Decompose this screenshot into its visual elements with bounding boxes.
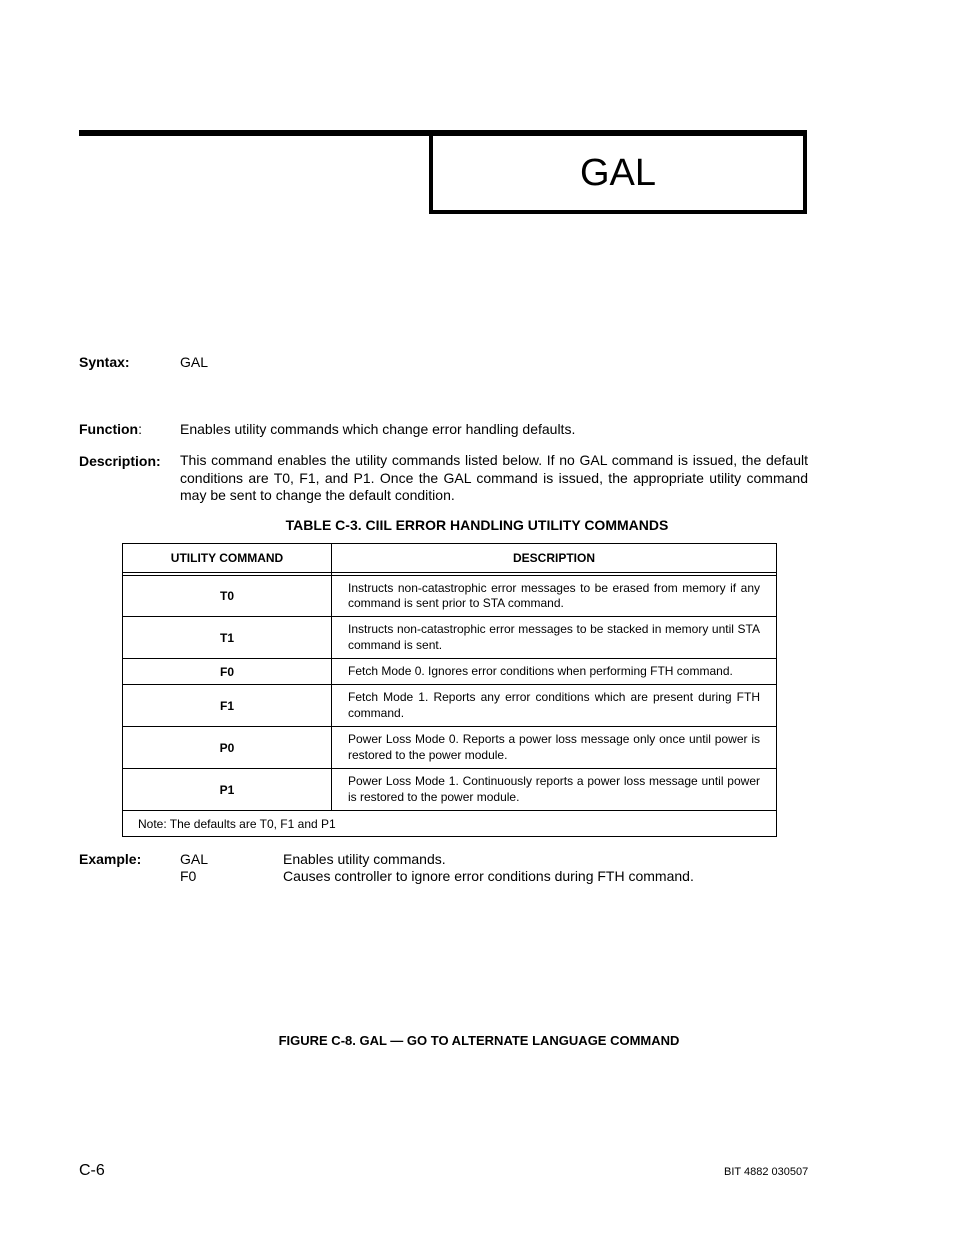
command-cell: F1 (123, 685, 332, 727)
example-description: Enables utility commands. (283, 851, 446, 867)
function-label-wrap (79, 421, 142, 437)
table-row (123, 659, 777, 685)
table-row (123, 576, 777, 617)
figure-caption: FIGURE C-8. GAL — GO TO ALTERNATE LANGUAGE COMMAND (278, 1033, 680, 1048)
description-text: This command enables the utility commands listed below. If no GAL command is issued, the default conditions are T0, F1, and P1. Once the GAL command is issued, the appropriate utility command may be sent to change the default condition. (180, 452, 808, 503)
description-cell: Fetch Mode 0. Ignores error conditions when performing FTH command. (332, 659, 777, 685)
example-command: F0 (180, 868, 197, 884)
table-row (123, 727, 777, 769)
table-header-row (123, 544, 777, 573)
description-cell: Instructs non-catastrophic error messages to be stacked in memory until STA command is sent. (332, 617, 777, 659)
example-description: Causes controller to ignore error conditions during FTH command. (283, 868, 694, 884)
table-row (123, 769, 777, 811)
description-cell: Fetch Mode 1. Reports any error conditions which are present during FTH command. (332, 685, 777, 727)
function-colon: : (138, 421, 142, 437)
table-row (123, 617, 777, 659)
page-title: GAL (579, 151, 657, 194)
command-cell: P1 (123, 769, 332, 811)
document-id: BIT 4882 030507 (724, 1166, 809, 1178)
description-cell: Power Loss Mode 1. Continuously reports a power loss message until power is restored to the power module. (332, 769, 777, 811)
function-label: Function (79, 421, 139, 437)
description-label: Description: (79, 453, 161, 469)
command-cell: T1 (123, 617, 332, 659)
syntax-label: Syntax: (79, 354, 130, 370)
page-number: C-6 (79, 1162, 105, 1179)
description-cell: Power Loss Mode 0. Reports a power loss message only once until power is restored to the power module. (332, 727, 777, 769)
header-description: DESCRIPTION (332, 544, 777, 573)
example-label: Example: (79, 851, 142, 867)
table-note: Note: The defaults are T0, F1 and P1 (123, 811, 777, 837)
syntax-value: GAL (180, 354, 209, 370)
command-cell: F0 (123, 659, 332, 685)
command-cell: T0 (123, 576, 332, 617)
function-value: Enables utility commands which change error handling defaults. (180, 421, 576, 437)
table-note-row (123, 811, 777, 837)
header-utility-command: UTILITY COMMAND (123, 544, 332, 573)
utility-commands-table (122, 543, 777, 837)
description-cell: Instructs non-catastrophic error messages to be erased from memory if any command is sent prior to STA command. (332, 576, 777, 617)
table-row (123, 685, 777, 727)
title-box (429, 130, 807, 214)
example-command: GAL (180, 851, 209, 867)
table-caption: TABLE C-3. CIIL ERROR HANDLING UTILITY COMMANDS (285, 517, 669, 533)
command-cell: P0 (123, 727, 332, 769)
